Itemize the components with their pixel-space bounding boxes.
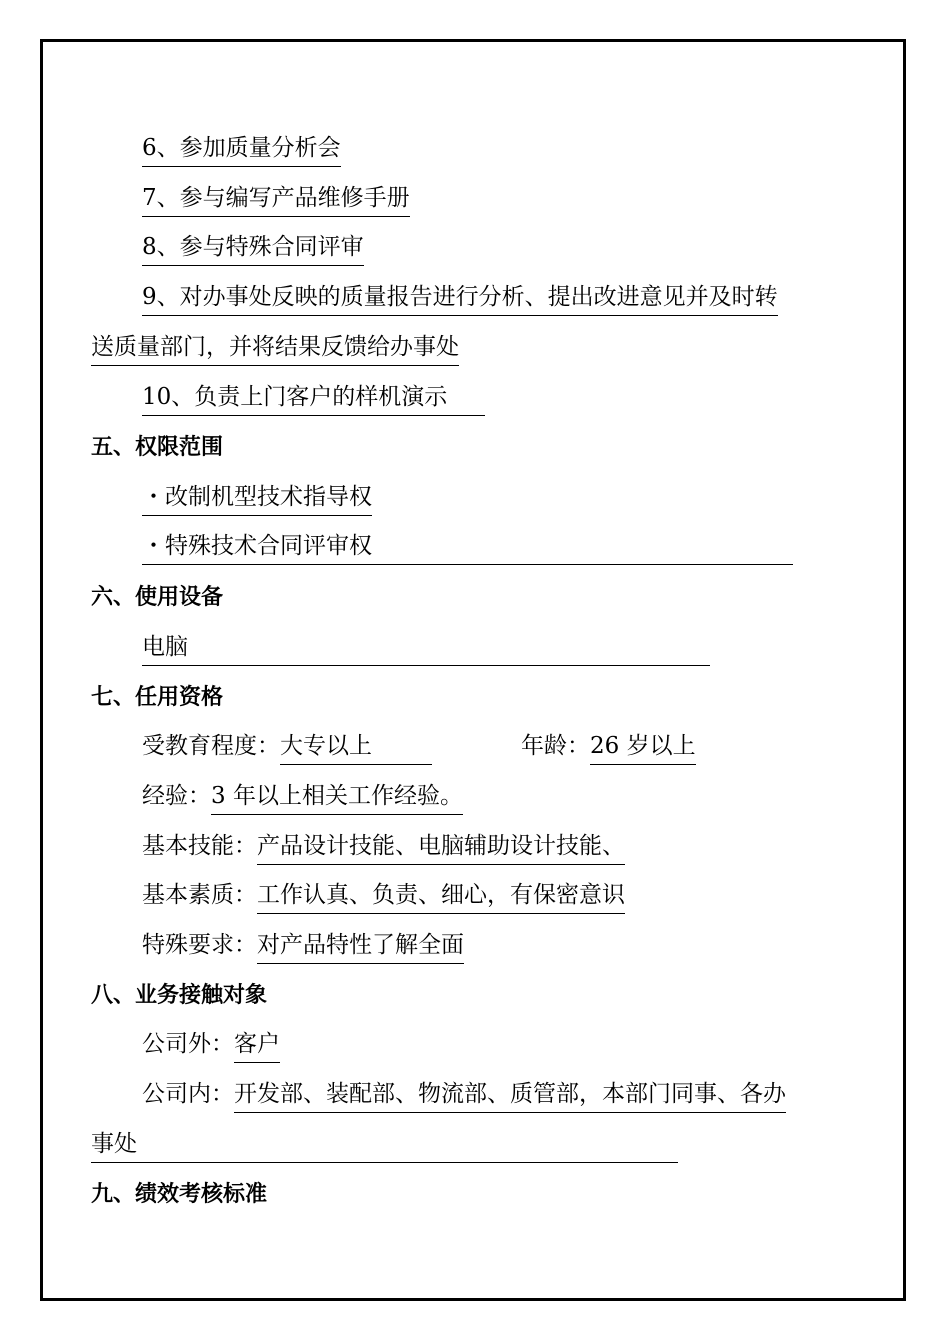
section-heading-equipment: 六、使用设备 [91, 585, 224, 610]
authority-item-1-text: ・改制机型技术指导权 [142, 482, 372, 516]
quality-row [142, 880, 862, 930]
duty-item-8-text: 8、参与特殊合同评审 [142, 232, 364, 266]
special-label: 特殊要求： [142, 932, 257, 958]
duty-item-7 [142, 183, 862, 233]
section-heading-performance: 九、绩效考核标准 [91, 1182, 268, 1207]
quality-label: 基本素质： [142, 882, 257, 908]
special-value: 对产品特性了解全面 [257, 930, 464, 964]
internal-contacts-row-2 [91, 1129, 862, 1179]
section-heading-authority: 五、权限范围 [91, 435, 224, 460]
authority-item-1 [142, 482, 862, 532]
age-value: 26 岁以上 [590, 731, 696, 765]
internal-value-1: 开发部、装配部、物流部、质管部，本部门同事、各办 [234, 1079, 786, 1113]
special-row [142, 930, 862, 980]
experience-label: 经验： [142, 783, 211, 809]
internal-value-2: 事处 [91, 1129, 678, 1163]
duty-item-8 [142, 232, 862, 282]
education-label: 受教育程度： [142, 733, 280, 759]
experience-row [142, 781, 862, 831]
duty-item-9-text-2: 送质量部门，并将结果反馈给办事处 [91, 332, 459, 366]
experience-value: 3 年以上相关工作经验。 [211, 781, 463, 815]
section-heading-qualification: 七、任用资格 [91, 685, 224, 710]
quality-value: 工作认真、负责、细心，有保密意识 [257, 880, 625, 914]
internal-contacts-row-1 [142, 1079, 862, 1129]
skills-value: 产品设计技能、电脑辅助设计技能、 [257, 831, 625, 865]
equipment-value: 电脑 [142, 632, 710, 666]
skills-label: 基本技能： [142, 833, 257, 859]
duty-item-7-text: 7、参与编写产品维修手册 [142, 183, 410, 217]
equipment-line [142, 632, 862, 682]
section-heading-contacts: 八、业务接触对象 [91, 983, 268, 1008]
age-label: 年龄： [521, 733, 590, 759]
education-value: 大专以上 [280, 731, 432, 765]
internal-label: 公司内： [142, 1081, 234, 1107]
duty-item-6-text: 6、参加质量分析会 [142, 133, 341, 167]
external-value: 客户 [234, 1029, 280, 1063]
duty-item-9-line1 [142, 282, 862, 332]
external-contacts-row [142, 1029, 862, 1079]
duty-item-10-text: 10、负责上门客户的样机演示 [142, 382, 485, 416]
duty-item-10 [142, 382, 862, 432]
authority-item-2-text: ・特殊技术合同评审权 [142, 531, 793, 565]
external-label: 公司外： [142, 1031, 234, 1057]
education-age-row [142, 731, 862, 781]
authority-item-2 [142, 531, 862, 581]
duty-item-9-text-1: 9、对办事处反映的质量报告进行分析、提出改进意见并及时转 [142, 282, 778, 316]
duty-item-9-line2 [91, 332, 862, 382]
skills-row [142, 831, 862, 881]
duty-item-6 [142, 133, 862, 183]
